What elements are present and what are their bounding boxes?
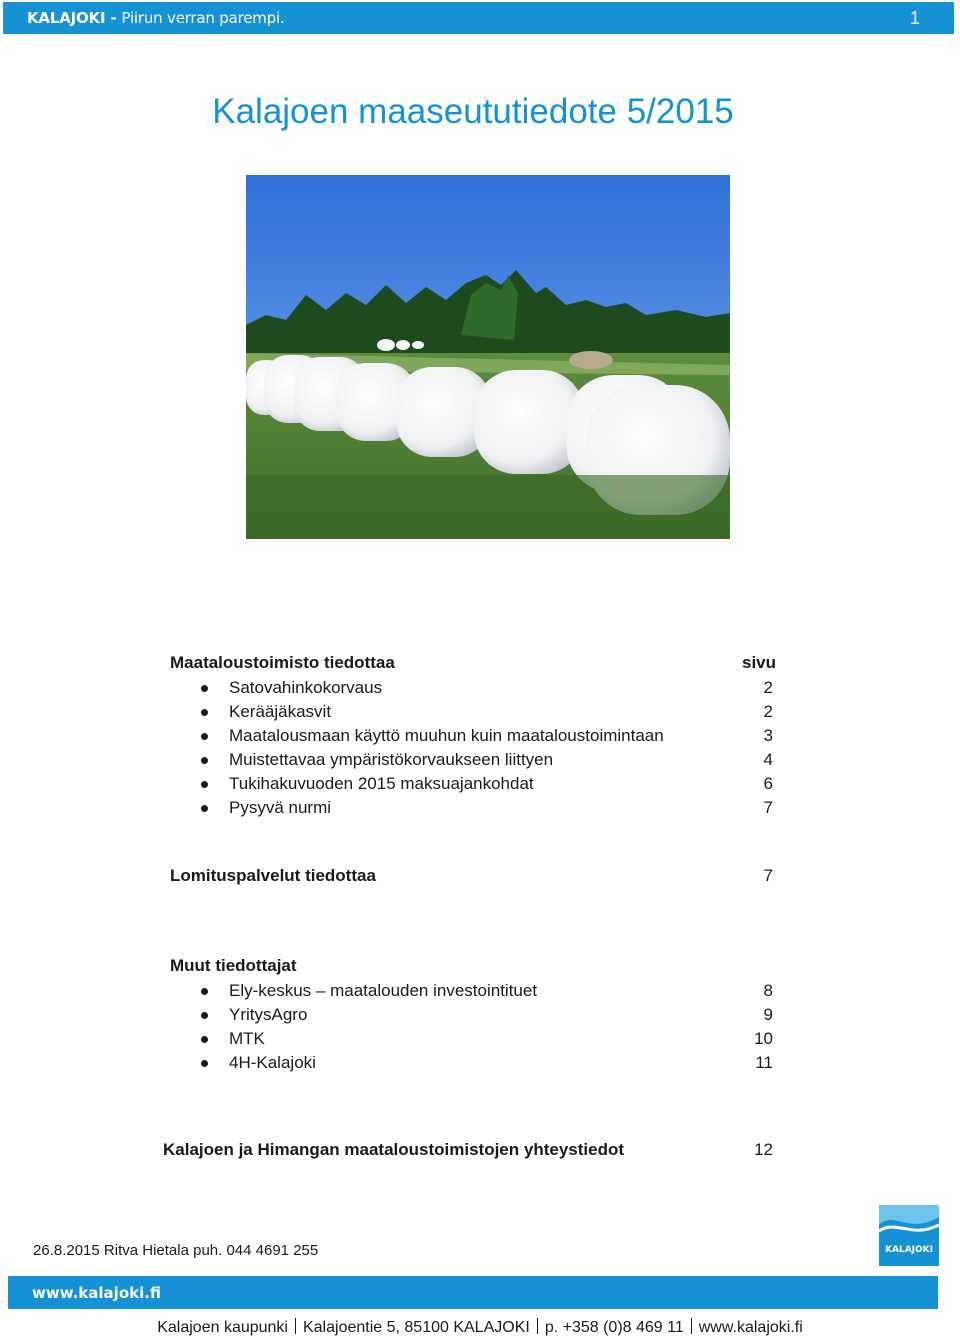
toc-item-label: Kerääjäkasvit — [229, 702, 332, 721]
logo-wave-icon — [879, 1205, 939, 1266]
address-web[interactable]: www.kalajoki.fi — [698, 1319, 803, 1336]
bullet-icon — [201, 1012, 208, 1019]
toc-section-heading: Maataloustoimisto tiedottaa — [170, 653, 395, 672]
toc-item-label: MTK — [229, 1029, 265, 1048]
toc-item-label: Muistettavaa ympäristökorvaukseen liittyen — [229, 750, 554, 769]
toc-item-label: 4H-Kalajoki — [229, 1053, 316, 1072]
bullet-icon — [201, 733, 208, 740]
toc-item-page: 7 — [763, 798, 773, 817]
toc-item-label: Tukihakuvuoden 2015 maksuajankohdat — [229, 774, 534, 793]
footer-bar — [8, 1276, 938, 1309]
toc-section-heading: Muut tiedottajat — [170, 956, 297, 975]
separator — [691, 1318, 692, 1334]
separator — [537, 1318, 538, 1334]
toc-page-column-heading: sivu — [742, 653, 777, 672]
toc-item-page: 2 — [763, 678, 773, 697]
website-link[interactable]: www.kalajoki.fi — [32, 1284, 162, 1302]
toc-item-page: 9 — [763, 1005, 773, 1024]
toc-item-label: Pysyvä nurmi — [229, 798, 332, 817]
toc-item-page: 3 — [763, 726, 773, 745]
toc-item-page: 4 — [763, 750, 773, 769]
toc-item-label: Maatalousmaan käyttö muuhun kuin maataloustoimintaan — [229, 726, 664, 745]
toc-item-page: 8 — [763, 981, 773, 1000]
toc-item-page: 6 — [763, 774, 773, 793]
address-org: Kalajoen kaupunki — [157, 1319, 288, 1336]
page-title: Kalajoen maaseututiedote 5/2015 — [212, 92, 734, 131]
separator — [295, 1318, 296, 1334]
date-and-author: 26.8.2015 Ritva Hietala puh. 044 4691 255 — [33, 1242, 319, 1259]
cover-photo-silage-bales — [246, 175, 730, 539]
address-street: Kalajoentie 5, 85100 KALAJOKI — [302, 1319, 530, 1336]
bullet-icon — [201, 757, 208, 764]
header-bar — [3, 2, 954, 34]
toc-item-label: Satovahinkokorvaus — [229, 678, 383, 697]
bullet-icon — [201, 805, 208, 812]
bullet-icon — [201, 685, 208, 692]
toc-item-page: 7 — [763, 866, 773, 885]
toc-item-label: YritysAgro — [229, 1005, 308, 1024]
toc-item-page: 12 — [754, 1140, 773, 1159]
toc-item-label: Ely-keskus – maatalouden investointituet — [229, 981, 538, 1000]
brand-name: KALAJOKI - — [27, 9, 122, 27]
bullet-icon — [201, 709, 208, 716]
page-number: 1 — [909, 8, 920, 28]
address-phone: p. +358 (0)8 469 11 — [544, 1319, 684, 1336]
header-brand — [27, 9, 285, 27]
silage-bales-image — [246, 175, 730, 539]
toc-section-heading: Lomituspalvelut tiedottaa — [170, 866, 376, 885]
bullet-icon — [201, 1060, 208, 1067]
toc-item-page: 11 — [755, 1053, 773, 1072]
logo-text: KALAJOKI — [885, 1245, 933, 1255]
bullet-icon — [201, 988, 208, 995]
bullet-icon — [201, 781, 208, 788]
brand-slogan: Piirun verran parempi. — [121, 9, 285, 27]
bullet-icon — [201, 1036, 208, 1043]
toc-section-heading: Kalajoen ja Himangan maataloustoimistojen yhteystiedot — [163, 1140, 624, 1159]
kalajoki-logo — [879, 1205, 939, 1266]
toc-item-page: 2 — [763, 702, 773, 721]
address-line — [0, 1318, 960, 1337]
toc-item-page: 10 — [754, 1029, 773, 1048]
